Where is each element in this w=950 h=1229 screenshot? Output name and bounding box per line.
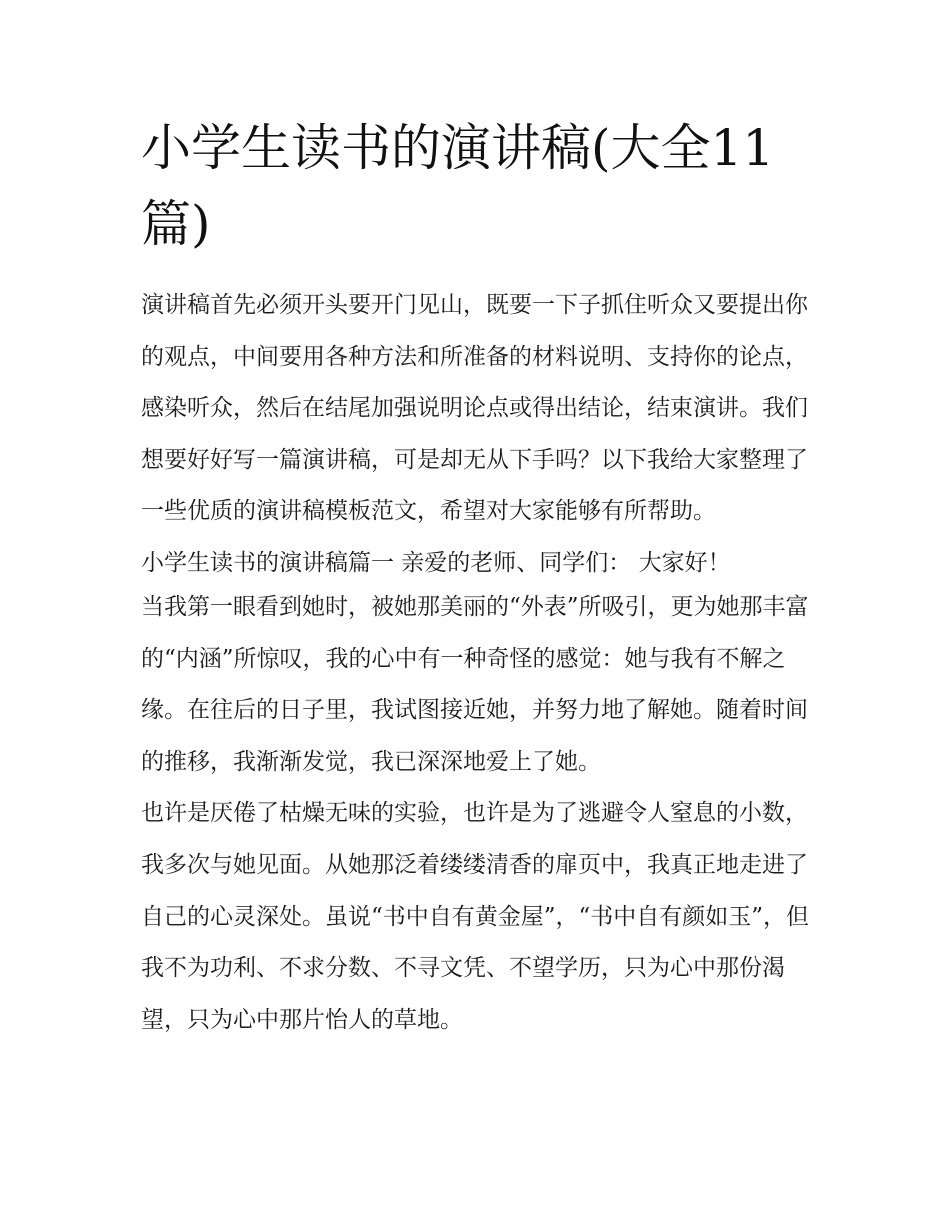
document-title: 小学生读书的演讲稿(大全11篇)	[141, 119, 775, 253]
speech-greeting: 小学生读书的演讲稿篇一 亲爱的老师、同学们： 大家好！	[141, 549, 731, 576]
intro-paragraph: 演讲稿首先必须开头要开门见山，既要一下子抓住听众又要提出你的观点，中间要用各种方法和所准备的材料说明、支持你的论点，感染听众，然后在结尾加强说明论点或得出结论，结束演讲。我们想要好好写一篇演讲稿，可是却无从下手吗？以下我给大家整理了一些优质的演讲稿模板范文，希望对大家能够有所帮助。	[141, 292, 808, 525]
document-body	[141, 110, 821, 1046]
body-paragraph-2: 也许是厌倦了枯燥无味的实验，也许是为了逃避令人窒息的小数，我多次与她见面。从她那泛着缕缕清香的扉页中，我真正地走进了自己的心灵深处。虽说“书中自有黄金屋”，“书中自有颜如玉”，但我不为功利、不求分数、不寻文凭、不望学历，只为心中那份渴望，只为心中那片怡人的草地。	[141, 800, 810, 1033]
body-paragraph-1: 当我第一眼看到她时，被她那美丽的“外表”所吸引，更为她那丰富的“内涵”所惊叹，我的心中有一种奇怪的感觉：她与我有不解之缘。在往后的日子里，我试图接近她，并努力地了解她。随着时间的推移，我渐渐发觉，我已深深地爱上了她。	[141, 593, 809, 775]
